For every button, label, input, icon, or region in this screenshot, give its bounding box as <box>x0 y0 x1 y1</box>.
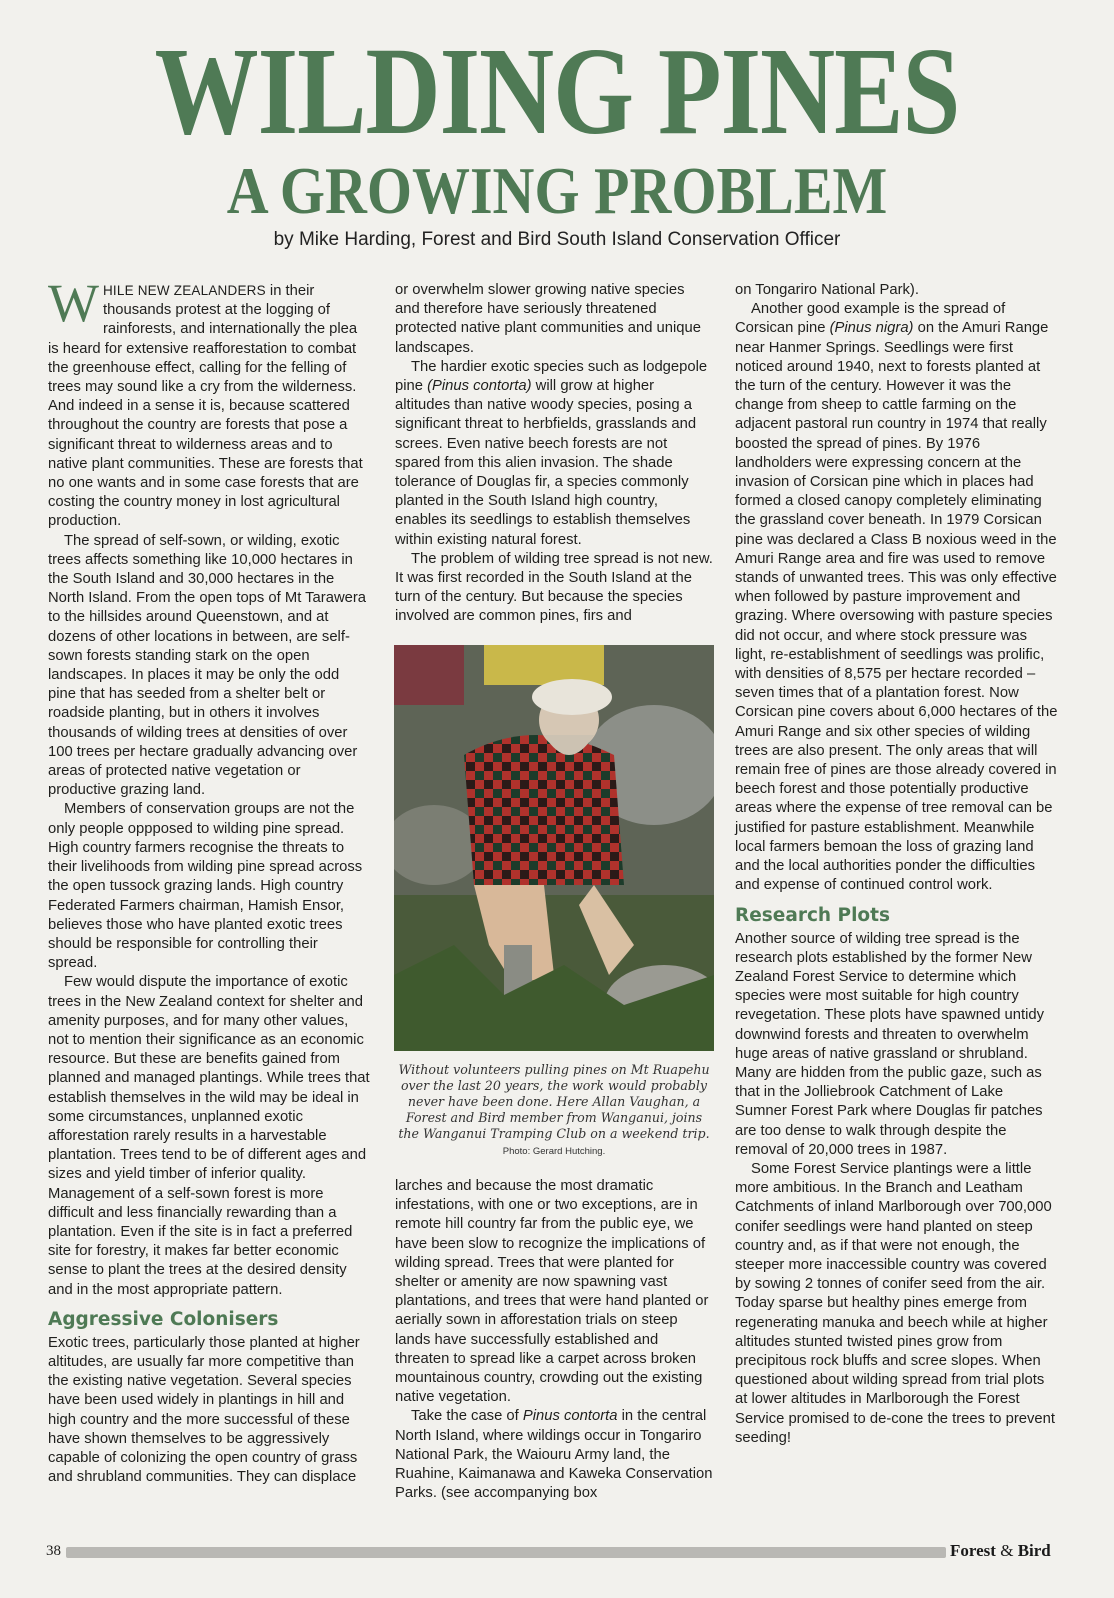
article-title <box>0 22 1114 161</box>
section-heading: Aggressive Colonisers <box>48 1308 279 1330</box>
column-3 <box>735 281 1059 1448</box>
paragraph: Some Forest Service plantings were a little more ambitious. In the Branch and Leatham Catchments of inland Marlborough over 700,000 conifer seedlings were hand planted on steep country and, as if that were not enough, the steeper more inaccessible country was covered by sowing 2 tonnes of conifer seed from the air. Today sparse but healthy pines emerge from regenerating manuka and beech while at higher altitudes stunted twisted pines grow from precipitous rock bluffs and scree slopes. When questioned about wilding spread from trial plots at lower altitudes in Marlborough the Forest Service promised to de-cone the trees to prevent seeding! <box>735 1160 1055 1446</box>
paragraph: The spread of self-sown, or wilding, exotic trees affects something like 10,000 hectares in the South Island and 30,000 hectares in the North Island. From the open tops of Mt Tarawera to the hillsides around Queenstown, and at dozens of other locations in between, are self-sown forests standing stark on the open landscapes. In places it may be only the odd pine that has seeded from a shelter belt or roadside planting, but in others it involves thousands of wilding trees at densities of over 100 trees per hectare gradually advancing over areas of protected native vegetation or productive grazing land. <box>48 532 367 799</box>
magazine-name: Forest & Bird <box>950 1541 1051 1560</box>
paragraph: The hardier exotic species such as lodgepole pine (Pinus contorta) will grow at higher altitudes than native woody species, posing a significant threat to herbfields, grasslands and screes. Even native beech forests are not spared from this alien invasion. The shade tolerance of Douglas fir, a species commonly planted in the South Island high country, enables its seedlings to establish themselves within existing natural forest. <box>395 358 708 548</box>
paragraph: larches and because the most dramatic infestations, with one or two exceptions, are in remote hill country far from the public eye, we have been slow to recognize the implications of wilding spread. Trees that were planted for shelter or amenity are now spawning vast plantations, and trees that were hand planted or aerially sown in afforestation trials on steep lands have successfully established and threaten to spread like a carpet across broken mountainous country, crowding out the existing native vegetation. <box>395 1178 709 1406</box>
paragraph: on Tongariro National Park). <box>735 282 919 298</box>
photo-caption: Without volunteers pulling pines on Mt Ruapehu over the last 20 years, the work would probably never have been done. Here Allan Vaughan, a Forest and Bird member from Wanganui, joins the Wanganui Tramping Club on a weekend trip. Photo: Gerard Hutching. <box>394 1062 714 1160</box>
paragraph: Another good example is the spread of Corsican pine (Pinus nigra) on the Amuri Range near Hanmer Springs. Seedlings were first noticed around 1940, next to forests planted at the turn of the century. However it was the change from sheep to cattle farming on the adjacent pastoral run country in 1974 that really boosted the spread of pines. By 1976 landholders were expressing concern at the invasion of Corsican pine which in places had formed a closed canopy completely eliminating the grassland cover beneath. In 1979 Corsican pine was declared a Class B noxious weed in the Amuri Range area and fire was used to remove stands of unwanted trees. This was only effective when followed by pasture improvement and grazing. Where oversowing with pasture species did not occur, and where stock pressure was light, re-establishment of seedlings was prolific, with densities of 8,575 per hectare recorded – seven times that of a plantation forest. Now Corsican pine covers about 6,000 hectares of the Amuri Range and six other species of wilding trees are also present. The only areas that will remain free of pines are those already covered in beech forest and those potentially productive areas where the expense of tree removal can be justified for pasture establishment. Meanwhile local farmers bemoan the loss of grazing land and the local authorities ponder the difficulties and expense of continued control work. <box>735 301 1058 894</box>
page-number: 38 <box>46 1543 61 1559</box>
volunteer-photo <box>394 645 714 1051</box>
column-2-top <box>395 281 713 627</box>
paragraph: The problem of wilding tree spread is not new. It was first recorded in the South Island at the turn of the century. But because the species involved are common pines, firs and <box>395 550 713 625</box>
species-name: Pinus contorta <box>522 1408 618 1425</box>
paragraph: or overwhelm slower growing native species and therefore have seriously threatened protected native plant communities and unique landscapes. <box>395 282 701 356</box>
paragraph: Take the case of Pinus contorta in the central North Island, where wildings occur in Tongariro National Park, the Waiouru Army land, the Ruahine, Kaimanawa and Kaweka Conservation Parks. (see accompanying box <box>395 1408 713 1502</box>
paragraph: WHILE NEW ZEALANDERS in their thousands protest at the logging of rainforests, and internationally the plea is heard for extensive reafforestation to combat the greenhouse effect, calling for the felling of trees may sound like a cry from the wilderness. And indeed in a sense it is, because scattered throughout the country are forests that pose a significant threat to wilderness areas and to native plant communities. These are forests that no one wants and in some case forests that are costing the country money in lost agricultural production. <box>48 273 363 530</box>
column-2-bottom <box>395 1177 713 1503</box>
byline: by Mike Harding, Forest and Bird South Island Conservation Officer <box>273 229 841 250</box>
lead-caps: HILE NEW ZEALANDERS <box>102 283 266 298</box>
article-subtitle: A GROWING PROBLEM <box>226 153 888 229</box>
photo-illustration <box>394 645 714 1051</box>
column-1 <box>48 273 370 1487</box>
species-name: (Pinus contorta) <box>427 378 532 395</box>
paragraph: Another source of wilding tree spread is the research plots established by the former New Zealand Forest Service to determine which species were most suitable for high country revegetation. These plots have spawned untidy downwind forests and threaten to overwhelm huge areas of native grassland or shrubland. Many are hidden from the public gaze, such as that in the Jolliebrook Catchment of Lake Sumner Forest Park where Douglas fir patches are too dense to walk through despite the removal of 20,000 trees in 1987. <box>735 930 1045 1158</box>
section-heading: Research Plots <box>735 904 891 926</box>
title-line-1: WILDING PINES <box>154 22 960 161</box>
footer-rule <box>66 1547 946 1558</box>
paragraph: Members of conservation groups are not the only people oppposed to wilding pine spread. High country farmers recognise the threats to their livelihoods from wilding pine spread across the open tussock grazing lands. High country Federated Farmers chairman, Hamish Ensor, believes those who have planted exotic trees should be responsible for controlling their spread. <box>48 801 363 972</box>
drop-cap: W <box>48 273 99 333</box>
paragraph: Exotic trees, particularly those planted at higher altitudes, are usually far more competitive than the existing native vegetation. Several species have been used widely in plantings in hill and high country and the more successful of these have shown themselves to be aggressively capable of colonizing the open country of grass and shrubland communities. They can displace <box>48 1334 360 1486</box>
species-name: (Pinus nigra) <box>829 320 914 337</box>
photo-credit: Photo: Gerard Hutching. <box>502 1146 606 1157</box>
paragraph: Few would dispute the importance of exotic trees in the New Zealand context for shelter and amenity purposes, and for many other values, not to mention their significance as an economic resource. But these are benefits gained from planned and managed plantings. While trees that establish themselves in the wild may be ideal in some circumstances, unplanned exotic afforestation rarely results in a harvestable plantation. Trees tend to be of different ages and sizes and yield timber of inferior quality. Management of a self-sown forest is more difficult and less financially rewarding than a plantation. Even if the site is in fact a preferred site for forestry, it makes far better economic sense to plant the trees at the desired density and in the most appropriate pattern. <box>48 974 370 1298</box>
